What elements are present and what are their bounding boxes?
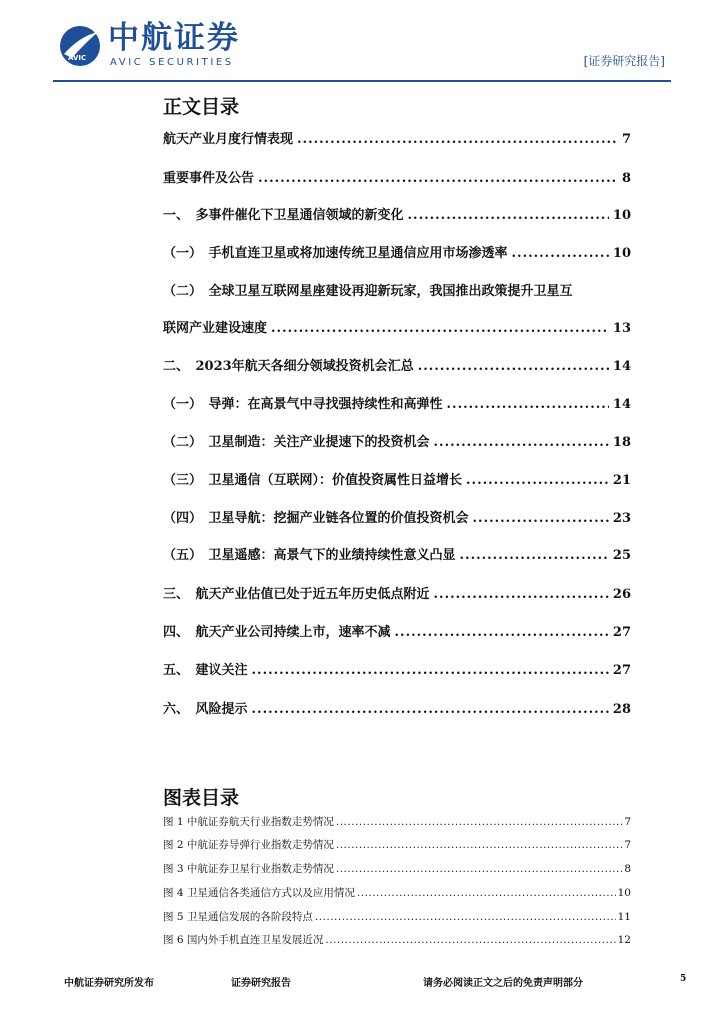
toc-title: 正文目录 <box>163 96 240 118</box>
toc-entry-page: 10 <box>612 208 631 223</box>
figures-title: 图表目录 <box>163 787 240 809</box>
toc-entry-label: 重要事件及公告 <box>163 171 255 186</box>
toc-entry-page: 8 <box>621 171 631 186</box>
toc-entry[interactable] <box>163 662 631 680</box>
header-divider <box>53 80 671 82</box>
figure-entry-label: 图 4 卫星通信各类通信方式以及应用情况 <box>163 887 355 899</box>
toc-entry-label: 航天产业月度行情表现 <box>163 132 294 147</box>
figure-entry-label: 图 2 中航证券导弹行业指数走势情况 <box>163 839 334 851</box>
logo-chinese-name: 中航证券 <box>108 20 240 56</box>
figure-entry[interactable] <box>163 933 631 947</box>
toc-entry[interactable] <box>163 586 631 604</box>
figure-entry[interactable] <box>163 910 631 924</box>
toc-entry[interactable] <box>163 434 631 452</box>
figure-entry[interactable] <box>163 815 631 829</box>
toc-entry[interactable] <box>163 358 631 376</box>
toc-entry-label: 三、 航天产业估值已处于近五年历史低点附近 <box>163 587 430 602</box>
figure-entry-label: 图 1 中航证券航天行业指数走势情况 <box>163 816 334 828</box>
toc-entry[interactable] <box>163 170 631 188</box>
toc-entry-label: 六、 风险提示 <box>163 702 248 717</box>
logo-mark-text: AVIC <box>68 54 87 62</box>
toc-entry[interactable] <box>163 472 631 490</box>
figure-entry[interactable] <box>163 862 631 876</box>
toc-entry[interactable] <box>163 701 631 719</box>
toc-entry-label: （四） 卫星导航：挖掘产业链各位置的价值投资机会 <box>163 511 469 526</box>
figure-entry-page: 12 <box>617 934 631 946</box>
figure-entry-page: 7 <box>624 816 631 828</box>
figure-entry-page: 7 <box>624 839 631 851</box>
toc-entry-label: 一、 多事件催化下卫星通信领域的新变化 <box>163 208 404 223</box>
toc-entry-label: （一） 手机直连卫星或将加速传统卫星通信应用市场渗透率 <box>163 246 508 261</box>
toc-entry-label: （二） 卫星制造：关注产业提速下的投资机会 <box>163 435 430 450</box>
toc-entry-page: 14 <box>612 359 631 374</box>
toc-entry-page: 18 <box>612 435 631 450</box>
toc-entry-label: （一） 导弹：在高景气中寻找强持续性和高弹性 <box>163 397 443 412</box>
toc-entry[interactable] <box>163 245 631 263</box>
toc-entry-label: 五、 建议关注 <box>163 663 248 678</box>
toc-entry[interactable] <box>163 320 631 338</box>
report-type-tag: [证券研究报告] <box>583 54 665 68</box>
toc-entry-page: 13 <box>612 321 631 336</box>
toc-entry-label: （三） 卫星通信（互联网）：价值投资属性日益增长 <box>163 473 463 488</box>
toc-entry-page: 28 <box>612 702 631 717</box>
figure-entry[interactable] <box>163 886 631 900</box>
figure-entry-page: 10 <box>617 887 631 899</box>
toc-entry-page: 27 <box>612 625 631 640</box>
toc-entry-label: 二、 2023年航天各细分领域投资机会汇总 <box>163 359 414 374</box>
toc-entry-label[interactable]: （二） 全球卫星互联网星座建设再迎新玩家，我国推出政策提升卫星互 <box>163 284 573 299</box>
toc-entry[interactable] <box>163 131 631 149</box>
toc-entry-page: 25 <box>612 548 631 563</box>
avic-logo-icon <box>58 24 102 68</box>
toc-entry-label: 联网产业建设速度 <box>163 321 268 336</box>
footer-disclaimer: 请务必阅读正文之后的免责声明部分 <box>423 978 583 989</box>
figure-entry-label: 图 6 国内外手机直连卫星发展近况 <box>163 934 324 946</box>
figure-entry-label: 图 5 卫星通信发展的各阶段特点 <box>163 911 313 923</box>
toc-entry-label: （五） 卫星遥感：高景气下的业绩持续性意义凸显 <box>163 548 456 563</box>
footer-page-number: 5 <box>680 974 687 984</box>
toc-entry[interactable] <box>163 510 631 528</box>
toc-entry[interactable] <box>163 207 631 225</box>
toc-entry-page: 23 <box>612 511 631 526</box>
figure-entry-page: 11 <box>617 911 631 923</box>
toc-entry[interactable] <box>163 396 631 414</box>
toc-entry-page: 26 <box>612 587 631 602</box>
company-logo <box>58 18 258 72</box>
toc-entry-page: 10 <box>612 246 631 261</box>
logo-english-name: AVIC SECURITIES <box>110 57 234 68</box>
toc-entry-page: 27 <box>612 663 631 678</box>
toc-entry-label: 四、 航天产业公司持续上市，速率不减 <box>163 625 391 640</box>
toc-entry[interactable] <box>163 547 631 565</box>
figure-entry[interactable] <box>163 838 631 852</box>
toc-entry[interactable] <box>163 624 631 642</box>
figure-entry-page: 8 <box>624 863 631 875</box>
toc-entry-page: 21 <box>612 473 631 488</box>
footer-publisher: 中航证券研究所发布 <box>64 978 154 989</box>
footer-doc-type: 证券研究报告 <box>231 978 291 989</box>
toc-entry-page: 7 <box>621 132 631 147</box>
toc-entry-page: 14 <box>612 397 631 412</box>
figure-entry-label: 图 3 中航证券卫星行业指数走势情况 <box>163 863 334 875</box>
